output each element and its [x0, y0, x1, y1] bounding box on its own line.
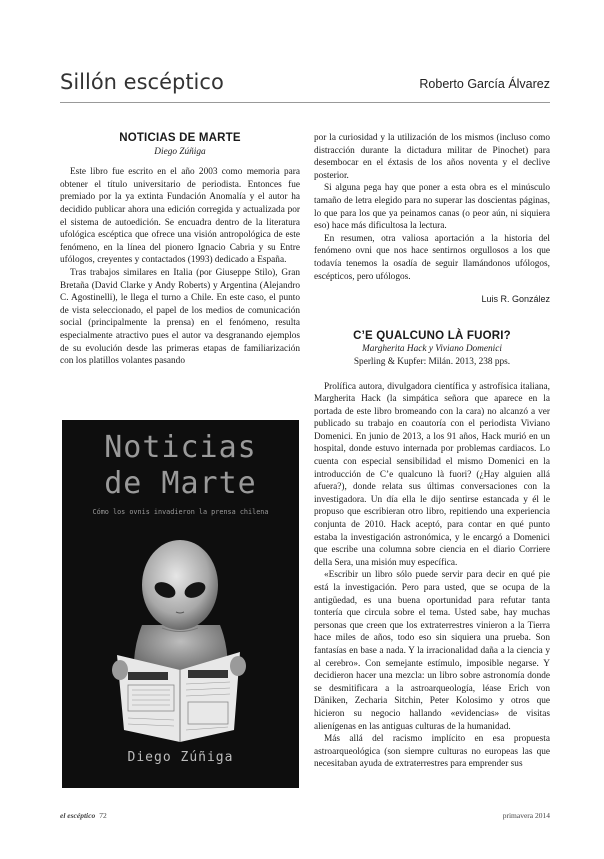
review1-paragraph-5: En resumen, otra valiosa aportación a la historia del fenómeno ovni que nos hace sentirnos orgullosos a los que todavía tenemos la osadía de seguir llamándonos ufólogos, escépticos, pero ufólogos. — [314, 233, 550, 282]
footer-page-number: 72 — [99, 811, 107, 820]
header-divider — [60, 102, 550, 103]
cover-title-line-1: Noticias — [104, 430, 257, 465]
cover-author: Diego Zúñiga — [127, 750, 234, 765]
right-column — [314, 132, 550, 771]
page-header — [60, 70, 550, 98]
cover-title-line-2: de Marte — [104, 466, 257, 501]
footer-magazine-name: el escéptico — [60, 811, 96, 820]
section-title: Sillón escéptico — [60, 70, 224, 94]
review-title-qualcuno: C’E QUALCUNO LÀ FUORI? — [353, 329, 511, 342]
left-column — [60, 132, 300, 368]
review-title-noticias: NOTICIAS DE MARTE — [119, 132, 241, 144]
review1-paragraph-3: por la curiosidad y la utilización de los mismos (incluso como distracción durante la dictadura militar de Pinochet) para desembocar en el éxtasis de los años noventa y el declive posterior. — [314, 133, 550, 181]
review1-paragraph-2: Tras trabajos similares en Italia (por Giuseppe Stilo), Gran Bretaña (David Clarke y Andy Roberts) y Argentina (Alejandro C. Agostinelli), le llega el turno a Chile. En este caso, el punto de vista seleccionado, el papel de los medios de comunicación social (principalmente la prensa) en el fenómeno, resulta especialmente atractivo pues el autor va desgranando ejemplos de su evolución desde las primeras etapas de familiarización con los platillos volantes pasando — [60, 267, 300, 367]
review2-paragraph-3: Más allá del racismo implícito en esa propuesta astroarqueológica (son siempre culturas no europeas las que necesitaban ayuda de extraterrestres para emprender sus — [314, 734, 550, 770]
cover-subtitle: Cómo los ovnis invadieron la prensa chilena — [92, 508, 269, 516]
page-footer — [60, 811, 550, 823]
column-author: Roberto García Álvarez — [419, 77, 550, 91]
review2-paragraph-2: «Escribir un libro sólo puede servir para decir en qué pie está la investigación. Pero para usted, que se ocupa de la antigüedad, es una buena oportunidad para refutar tanta tontería que circula sobre el tema. Usted sabe, hay muchas personas que creen que los extraterrestres vinieron a la Tierra hace miles de años, todo eso sin siquiera una prueba. Son fantasías en base a nada. Y la irracionalidad daña a la ciencia y al cerebro». Con semejante estímulo, imposible negarse. Y decidieron hacer una mezcla: un libro sobre astronomía donde se desmitificara a la astroarqueología, léase Erich von Däniken, Zecharia Sitchin, Peter Kolosimo y otros que hicieron su negocio hallando «evidencias» de visitas alienígenas en las antiguas culturas de la humanidad. — [314, 570, 550, 732]
book-cover-image — [62, 420, 299, 788]
review2-publication: Sperling & Kupfer: Milán. 2013, 238 pps. — [353, 356, 511, 367]
review2-book-authors: Margherita Hack y Viviano Domenici — [362, 344, 502, 355]
review1-signature: Luis R. González — [481, 294, 550, 305]
footer-issue: primavera 2014 — [502, 811, 550, 820]
footer-magazine — [60, 811, 107, 820]
review1-paragraph-4: Si alguna pega hay que poner a esta obra es el minúsculo tamaño de letra elegido para no superar las doscientas páginas, lo que para los que ya peinamos canas (o peor aún, ni siquiera eso) hace más dificultosa la lectura. — [314, 183, 550, 232]
review-book-author: Diego Zúñiga — [154, 146, 206, 157]
cover-title — [62, 430, 299, 502]
alien-reading-newspaper-illustration — [62, 530, 299, 745]
review1-paragraph-1: Este libro fue escrito en el año 2003 como memoria para obtener el título universitario de periodista. Entonces fue premiado por la ya extinta Fundación Anomalía y el autor ha decidido publicar ahora una edición corregida y actualizada por el sistema de autoedición. Se encuadra dentro de la literatura ufológica escéptica que ofrece una visión antropológica de este fenómeno, en la línea del pionero Ignacio Cabria y su Entre ufólogos, creyentes y contactados (1993) dedicado a España. — [60, 167, 300, 266]
review2-paragraph-1: Prolífica autora, divulgadora científica y astrofísica italiana, Margherita Hack (la simpática señora que aparece en la portada de este libro bromeando con la cara) no alcanzó a ver publicado su trabajo en coautoría con el periodista Viviano Domenici. En junio de 2013, a los 91 años, Hack murió en un hospital, donde estuvo internada por problemas cardiacos. Lo cuenta con especial sensibilidad el mismo Domenici en la introducción de C’e qualcuno là fuori? (¿Hay alguien allá afuera?), donde relata sus últimas conversaciones con la investigadora. Un día ella le dijo sentirse estancada y él le propuso que escribieran otro libro, repitiendo una experiencia conjunta de 2010. Hack aceptó, para contar en qué punto estaba la investigación astronómica, y le encargó a Domenici que escribe una columna sobre ciencia en el diario Corriere della Sera, una misión muy específica. — [314, 381, 550, 568]
